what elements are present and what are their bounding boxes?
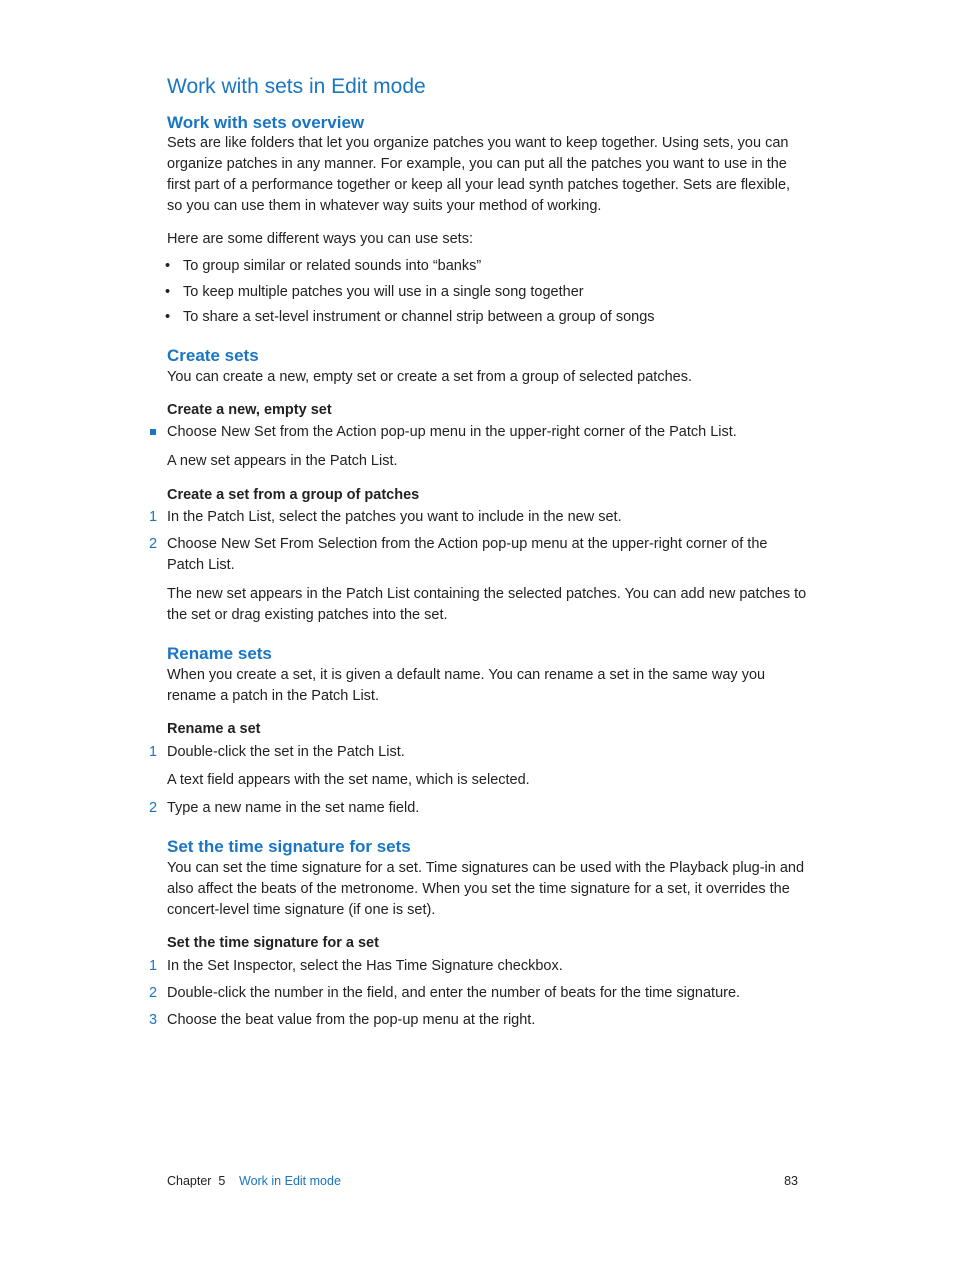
task-step-text: Choose the beat value from the pop-up menu at the right. — [167, 1012, 536, 1028]
task-step — [149, 534, 807, 576]
bullet-icon: • — [165, 258, 171, 274]
task-title-from-patches: Create a set from a group of patches — [167, 487, 420, 503]
task-step-text: In the Patch List, select the patches you want to include in the new set. — [167, 509, 622, 525]
list-item-text: To group similar or related sounds into “banks” — [183, 258, 482, 274]
task-step-text: In the Set Inspector, select the Has Time Signature checkbox. — [167, 958, 563, 974]
task-step — [149, 507, 807, 528]
list-item — [167, 256, 807, 277]
bullet-icon: • — [165, 284, 171, 300]
task-step-text: Double-click the set in the Patch List. — [167, 744, 405, 760]
section-heading-rename: Rename sets — [167, 644, 272, 663]
list-item — [167, 282, 807, 303]
section-heading-time-signature: Set the time signature for sets — [167, 837, 411, 856]
step-number: 1 — [149, 958, 158, 974]
timesig-intro: You can set the time signature for a set. Time signatures can be used with the Playback plug-in and also affect the beats of the metronome. When you set the time signature for a set, it overrides the concert-level time signature (if one is set). — [167, 860, 805, 918]
step-number: 2 — [149, 985, 158, 1001]
task-step-text: Type a new name in the set name field. — [167, 800, 420, 816]
step-number: 1 — [149, 509, 158, 525]
step-number: 1 — [149, 744, 158, 760]
task-result: The new set appears in the Patch List containing the selected patches. You can add new patches to the set or drag existing patches into the set. — [167, 586, 807, 623]
task-step — [167, 422, 807, 443]
step-number: 2 — [149, 536, 158, 552]
task-step — [149, 798, 807, 819]
task-step — [149, 1010, 807, 1031]
footer-chapter-link[interactable]: Work in Edit mode — [239, 1174, 341, 1188]
task-step — [149, 983, 807, 1004]
list-item-text: To share a set-level instrument or channel strip between a group of songs — [183, 309, 655, 325]
section-heading-overview: Work with sets overview — [167, 113, 365, 132]
overview-intro-list: Here are some different ways you can use sets: — [167, 231, 473, 247]
task-step — [149, 956, 807, 977]
task-result: A text field appears with the set name, which is selected. — [167, 772, 530, 788]
list-item — [167, 307, 807, 328]
step-number: 2 — [149, 800, 158, 816]
page-number: 83 — [784, 1174, 798, 1188]
task-step-text: Choose New Set from the Action pop-up menu in the upper-right corner of the Patch List. — [167, 424, 737, 440]
step-number: 3 — [149, 1012, 158, 1028]
task-step-text: Choose New Set From Selection from the Action pop-up menu at the upper-right corner of the Patch List. — [167, 536, 768, 573]
task-title-new-set: Create a new, empty set — [167, 402, 332, 418]
footer-chapter-label: Chapter 5 — [167, 1174, 226, 1188]
rename-intro: When you create a set, it is given a default name. You can rename a set in the same way you rename a patch in the Patch List. — [167, 667, 766, 704]
square-bullet-icon — [150, 429, 156, 435]
task-title-time-signature: Set the time signature for a set — [167, 935, 379, 951]
task-step-text: Double-click the number in the field, and enter the number of beats for the time signature. — [167, 985, 741, 1001]
task-step — [149, 742, 807, 763]
create-intro: You can create a new, empty set or create a set from a group of selected patches. — [167, 369, 692, 385]
bullet-icon: • — [165, 309, 171, 325]
overview-paragraph: Sets are like folders that let you organize patches you want to keep together. Using sets, you can organize patches in any manner. For example, you can put all the patches you want to use in the first part of a performance together or keep all your lead synth patches together. Sets are flexible, so you can use them in whatever way suits your method of working. — [167, 135, 791, 214]
list-item-text: To keep multiple patches you will use in a single song together — [183, 284, 584, 300]
task-title-rename: Rename a set — [167, 721, 261, 737]
page-title: Work with sets in Edit mode — [167, 75, 426, 98]
section-heading-create: Create sets — [167, 346, 259, 365]
task-result: A new set appears in the Patch List. — [167, 453, 398, 469]
